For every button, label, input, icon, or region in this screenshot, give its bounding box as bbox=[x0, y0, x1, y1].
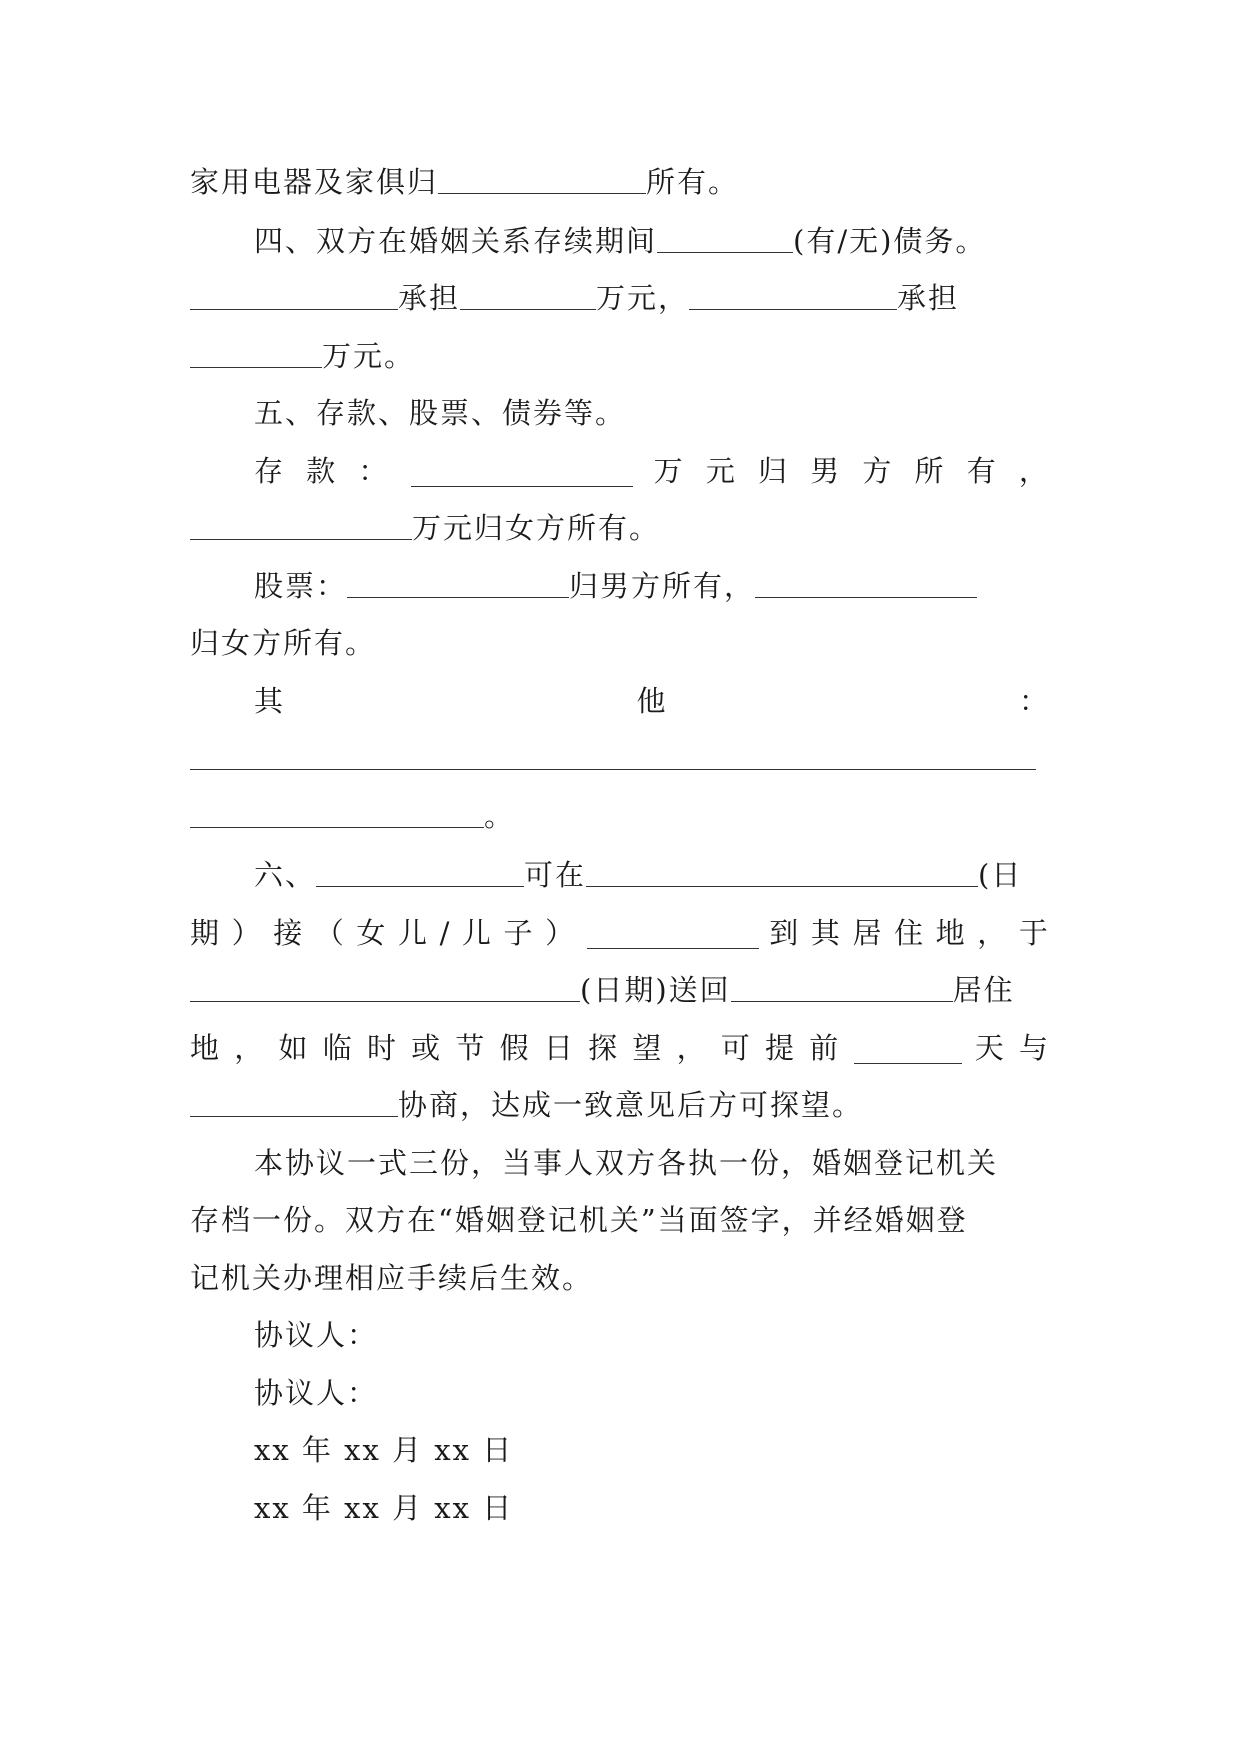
text: (有/无)债务。 bbox=[793, 224, 987, 258]
text: ， bbox=[1018, 454, 1050, 488]
text: 四、双方在婚姻关系存续期间 bbox=[254, 224, 658, 258]
text: 临 bbox=[322, 1031, 354, 1065]
blank-field[interactable] bbox=[854, 1033, 962, 1064]
text: 儿 bbox=[397, 916, 429, 950]
text: ： bbox=[358, 454, 390, 488]
date-1 bbox=[254, 1428, 1050, 1472]
text: 地 bbox=[190, 1031, 222, 1065]
signatory-2 bbox=[254, 1371, 1050, 1415]
text: 有 bbox=[966, 454, 998, 488]
text: 股票： bbox=[254, 569, 348, 603]
blank-field[interactable] bbox=[586, 856, 978, 887]
text: 款 bbox=[306, 454, 338, 488]
text: （ bbox=[314, 916, 346, 950]
text: 万 bbox=[653, 454, 685, 488]
text: 协议人： bbox=[254, 1376, 379, 1410]
text: 存 bbox=[254, 454, 286, 488]
text: 可在 bbox=[524, 858, 587, 892]
text: 假 bbox=[499, 1031, 531, 1065]
line-other-blank-end bbox=[190, 794, 1050, 838]
text: (日 bbox=[978, 858, 1023, 892]
text: 时 bbox=[366, 1031, 398, 1065]
text: 其 bbox=[254, 684, 286, 718]
blank-field[interactable] bbox=[190, 797, 484, 828]
text: 万元， bbox=[596, 281, 690, 315]
text: 家用电器及家俱归 bbox=[190, 165, 439, 199]
text: 其 bbox=[810, 916, 842, 950]
text: 到 bbox=[769, 916, 801, 950]
blank-field[interactable] bbox=[689, 279, 897, 310]
text: 归女方所有。 bbox=[190, 626, 377, 660]
line-other bbox=[254, 679, 1050, 723]
text: 前 bbox=[809, 1031, 841, 1065]
clause-five-heading bbox=[254, 391, 1050, 435]
text: 居 bbox=[852, 916, 884, 950]
text: 望 bbox=[632, 1031, 664, 1065]
line-other-blank bbox=[190, 736, 1050, 780]
text: / bbox=[439, 916, 452, 950]
blank-field[interactable] bbox=[190, 337, 322, 368]
text: 存档一份。双方在“婚姻登记机关”当面签字，并经婚姻登 bbox=[190, 1203, 968, 1237]
text: 六、 bbox=[254, 858, 317, 892]
text: 如 bbox=[278, 1031, 310, 1065]
line-pickup-child bbox=[190, 911, 1050, 955]
text: ， bbox=[234, 1031, 266, 1065]
blank-field[interactable] bbox=[190, 739, 1036, 770]
text: 儿 bbox=[461, 916, 493, 950]
clause-four-debt bbox=[254, 219, 1050, 263]
text: xx 年 xx 月 xx 日 bbox=[254, 1433, 514, 1467]
text: 归男方所有， bbox=[569, 569, 756, 603]
text: 于 bbox=[1018, 916, 1050, 950]
blank-field[interactable] bbox=[411, 456, 633, 487]
text: 与 bbox=[1018, 1031, 1050, 1065]
text: 子 bbox=[503, 916, 535, 950]
text: 节 bbox=[455, 1031, 487, 1065]
text: 女 bbox=[356, 916, 388, 950]
line-holiday-visit bbox=[190, 1026, 1050, 1070]
text: ， bbox=[977, 916, 1009, 950]
blank-field[interactable] bbox=[657, 222, 793, 253]
text: ： bbox=[1018, 684, 1050, 718]
line-debt-split bbox=[190, 276, 1050, 320]
blank-field[interactable] bbox=[755, 567, 977, 598]
text: 本协议一式三份，当事人双方各执一份，婚姻登记机关 bbox=[254, 1146, 999, 1180]
line-savings-male bbox=[254, 449, 1050, 493]
blank-field[interactable] bbox=[460, 279, 596, 310]
text: 协议人： bbox=[254, 1318, 379, 1352]
text: 提 bbox=[765, 1031, 797, 1065]
text: 探 bbox=[588, 1031, 620, 1065]
blank-field[interactable] bbox=[190, 1086, 398, 1117]
blank-field[interactable] bbox=[347, 567, 569, 598]
clause-copies-cont bbox=[190, 1198, 1050, 1242]
text: 承担 bbox=[897, 281, 960, 315]
line-stocks-female bbox=[190, 621, 1050, 665]
blank-field[interactable] bbox=[190, 971, 580, 1002]
line-debt-amount bbox=[190, 334, 1050, 378]
text: 男 bbox=[810, 454, 842, 488]
line-consult bbox=[190, 1083, 1050, 1127]
clause-six-visit bbox=[254, 853, 1050, 897]
text: ， bbox=[676, 1031, 708, 1065]
text: 或 bbox=[411, 1031, 443, 1065]
text: 他 bbox=[636, 684, 668, 718]
line-appliances bbox=[190, 160, 1050, 204]
clause-copies-end bbox=[190, 1256, 1050, 1300]
line-savings-female bbox=[190, 506, 1050, 550]
text: 住 bbox=[894, 916, 926, 950]
blank-field[interactable] bbox=[587, 918, 759, 949]
text: 承担 bbox=[398, 281, 461, 315]
text: 万元。 bbox=[322, 339, 416, 373]
text: xx 年 xx 月 xx 日 bbox=[254, 1491, 514, 1525]
blank-field[interactable] bbox=[190, 279, 398, 310]
text: ） bbox=[545, 916, 577, 950]
date-2 bbox=[254, 1486, 1050, 1530]
line-stocks-male bbox=[254, 564, 1050, 608]
text: 五、存款、股票、债券等。 bbox=[254, 396, 627, 430]
text: 归 bbox=[758, 454, 790, 488]
text: 所有。 bbox=[646, 165, 740, 199]
clause-copies bbox=[254, 1141, 1050, 1185]
blank-field[interactable] bbox=[438, 163, 646, 194]
text: 日 bbox=[543, 1031, 575, 1065]
signatory-1 bbox=[254, 1313, 1050, 1357]
text: (日期)送回 bbox=[580, 973, 731, 1007]
text: 协商，达成一致意见后方可探望。 bbox=[398, 1088, 864, 1122]
text: ） bbox=[231, 916, 263, 950]
line-return-date bbox=[190, 968, 1050, 1012]
text: 接 bbox=[273, 916, 305, 950]
text: 元 bbox=[705, 454, 737, 488]
blank-field[interactable] bbox=[190, 509, 412, 540]
text: 期 bbox=[190, 916, 222, 950]
blank-field[interactable] bbox=[316, 856, 524, 887]
text: 万元归女方所有。 bbox=[412, 511, 661, 545]
text: 地 bbox=[935, 916, 967, 950]
text: 所 bbox=[914, 454, 946, 488]
text: 居住 bbox=[952, 973, 1015, 1007]
text: 天 bbox=[974, 1031, 1006, 1065]
text: 。 bbox=[484, 799, 516, 833]
text: 记机关办理相应手续后生效。 bbox=[190, 1261, 594, 1295]
text: 可 bbox=[720, 1031, 752, 1065]
text: 方 bbox=[862, 454, 894, 488]
blank-field[interactable] bbox=[731, 971, 953, 1002]
